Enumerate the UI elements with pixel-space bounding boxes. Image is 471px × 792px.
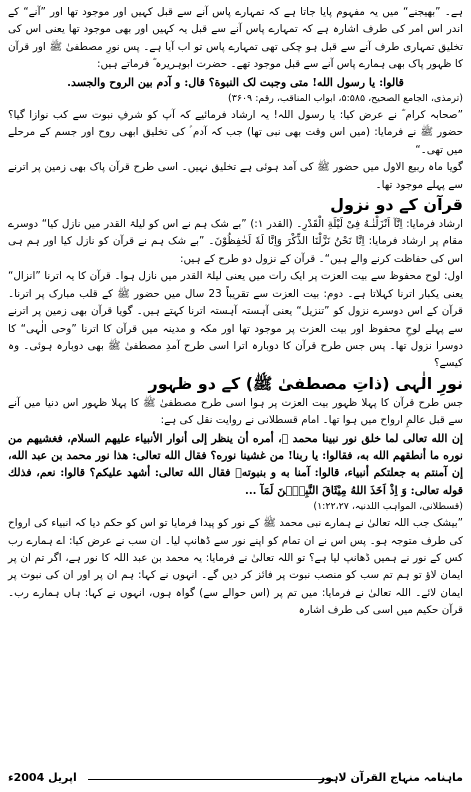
manifestation-intro: جس طرح قرآن کا پہلا ظہور بیت العزت پر ہوا اسی طرح مصطفیٰ ﷺ کا پہلا ظہور اس دنیا میں آنے سے قبل عالمِ ارواح میں ہوا تھا۔ امام قسطلانی نے روایت نقل کی ہے: — [8, 396, 463, 427]
section-heading-two-manifestations: نورِ الٰہی (ذاتِ مصطفیٰ ﷺ) کے دو ظہور — [148, 373, 463, 393]
article-column — [8, 4, 463, 620]
reference-1: (ترمذی، الجامع الصحیح، ۵:۵۸۵، ابواب المناقب، رقم: ۳۶۰۹) — [228, 93, 463, 105]
arabic-narration-2: إن الله تعالى لما خلق نور نبينا محمد ﷺ، أمره أن ينظر إلى أنوار الأنبياء عليهم السلام، فغشيهم من نوره ما أنطقهم الله به، فقالوا: يا ربنا! من غشينا نوره؟ فقال الله تعالى: هذا نور محمد بن عبد الله، إن آمنتم به جعلتكم أنبياء، قالوا: آمنا به و بنبوته۔ فقال الله تعالى: أشهد عليكم؟ قالوا: نعم، فذلك قوله تعالى: وَ اِذْ اَخَذَ اللهُ مِيْثَاقَ النَّبِيّٖنَ لَمَآ ... — [8, 431, 463, 497]
footer-issue-date: اپریل 2004ء — [8, 771, 77, 784]
reference-2: (قسطلانی، المواہب اللدنیہ، ۱:۲۲،۲۷) — [313, 501, 463, 513]
conclusion-paragraph: گویا ماہ ربیع الاول میں حضور ﷺ کی آمد ہوئی ہے تخلیق نہیں۔ اسی طرح قرآن پاک بھی زمین پر اترنے سے پہلے موجود تھا۔ — [8, 161, 463, 191]
quran-verse-paragraph: ارشاد فرمایا: اِنَّآ اَنْزَلْنٰـهُ فِیْ لَیْلَةِ الْقَدْرِ۔ (القدر ۱:) ”بے شک ہم نے اس کو لیلۃ القدر میں نازل کیا“ دوسرے مقام پر ارشاد فرمایا: اِنَّا نَحْنُ نَزَّلْنَا الذِّکْرَ وَاِنَّا لَهٗ لَحٰفِظُوْنَ۔ ”بے شک ہم نے قرآن کو نازل کیا اور ہم ہی اس کی حفاظت کرنے والے ہیں“۔ قرآن کے نزول دو طرح کے ہیں: — [8, 218, 464, 265]
arabic-hadith-1: قالوا: يا رسول الله! متى وجبت لک النبوة؟ قال: و آدم بين الروح والجسد. — [67, 75, 404, 89]
translation-paragraph-2: ”بیشک جب اللہ تعالیٰ نے ہمارے نبی محمد ﷺ کے نور کو پیدا فرمایا تو اس کو حکم دیا کہ انبیاء کی ارواح کی طرف متوجہ ہو۔ پس اس نے ان تمام کو اپنے نور سے ڈھانپ لیا۔ ان سب نے عرض کیا: اے ہمارے رب کس کے نور نے ہمیں ڈھانپ لیا ہے؟ تو اللہ تعالیٰ نے فرمایا: یہ محمد بن عبد اللہ کا نور ہے، اگر تم ان پر ایمان لاؤ تو ہم تم سب کو منصب نبوت پر فائز کر دیں گے۔ انہوں نے کہا: ہم ان پر اور ان کی نبوت پر ایمان لائے۔ اللہ تعالیٰ نے فرمایا: میں تم پر (اس حوالے سے) گواہ ہوں، انہوں نے کہا: ہاں ہمارے رب۔ قرآن حکیم میں اسی کی طرف اشارہ — [8, 517, 463, 617]
revelation-explanation: اول: لوح محفوظ سے بیت العزت پر ایک رات میں یعنی لیلۃ القدر میں نازل ہوا۔ قرآن کا یہ اترنا ”انزال“ یعنی یکبار اترنا کہلاتا ہے۔ دوم: بیت العزت سے تقریباً 23 سال میں حضور ﷺ کے قلب مبارک پر اترنا۔ قرآن کے اس دوسرے نزول کو ”تنزیل“ یعنی آہستہ آہستہ اترنا کہتے ہیں۔ گویا قرآن بھی زمین پر اترنے سے پہلے لوحِ محفوظ اور بیت العزت پر موجود تھا اور مکہ و مدینہ میں قرآن کا اترنا ”وحی الٰہی“ کا دوسرا نزول تھا۔ پس جس طرح قرآن کا دوبارہ اترا اسی طرح آمدِ مصطفیٰ ﷺ بھی دوبارہ ہوئی۔ وہ کیسے؟ — [8, 270, 463, 370]
translation-paragraph-1: ”صحابہ کرام ؓ نے عرض کیا: یا رسول اللہ! یہ ارشاد فرمائیے کہ آپ کو شرفِ نبوت سے کب نوازا گیا؟ حضور ﷺ نے فرمایا: (میں اس وقت بھی نبی تھا) جب کہ آدم ؑ کی تخلیق ابھی روح اور جسم کے مرحلے میں تھی۔“ — [8, 109, 463, 156]
intro-paragraph: ہے۔ ”بھیجنے“ میں یہ مفہوم پایا جاتا ہے کہ تمہارے پاس آنے سے قبل کہیں اور موجود تھا اور ”آنے“ کے اندر اس امر کی طرف اشارہ ہے کہ تمہارے پاس آنے سے قبل یہ کہیں اور بھی موجود تھا یعنی اس کی تخلیق تمہاری طرف آنے سے قبل ہو چکی تھی تمہارے پاس تو اب آیا ہے۔ پس نورِ مصطفیٰ ﷺ اور قرآن کا ظہور پاک بھی ہمارے پاس آنے سے قبل موجود تھے۔ حضرت ابوہریرہ ؓ فرماتے ہیں: — [8, 6, 463, 71]
section-heading-two-revelations: قرآن کے دو نزول — [330, 195, 463, 215]
footer-magazine-title: ماہنامہ منہاج القرآن لاہور — [318, 771, 463, 784]
footer-divider — [88, 779, 333, 780]
page-footer — [8, 771, 463, 787]
